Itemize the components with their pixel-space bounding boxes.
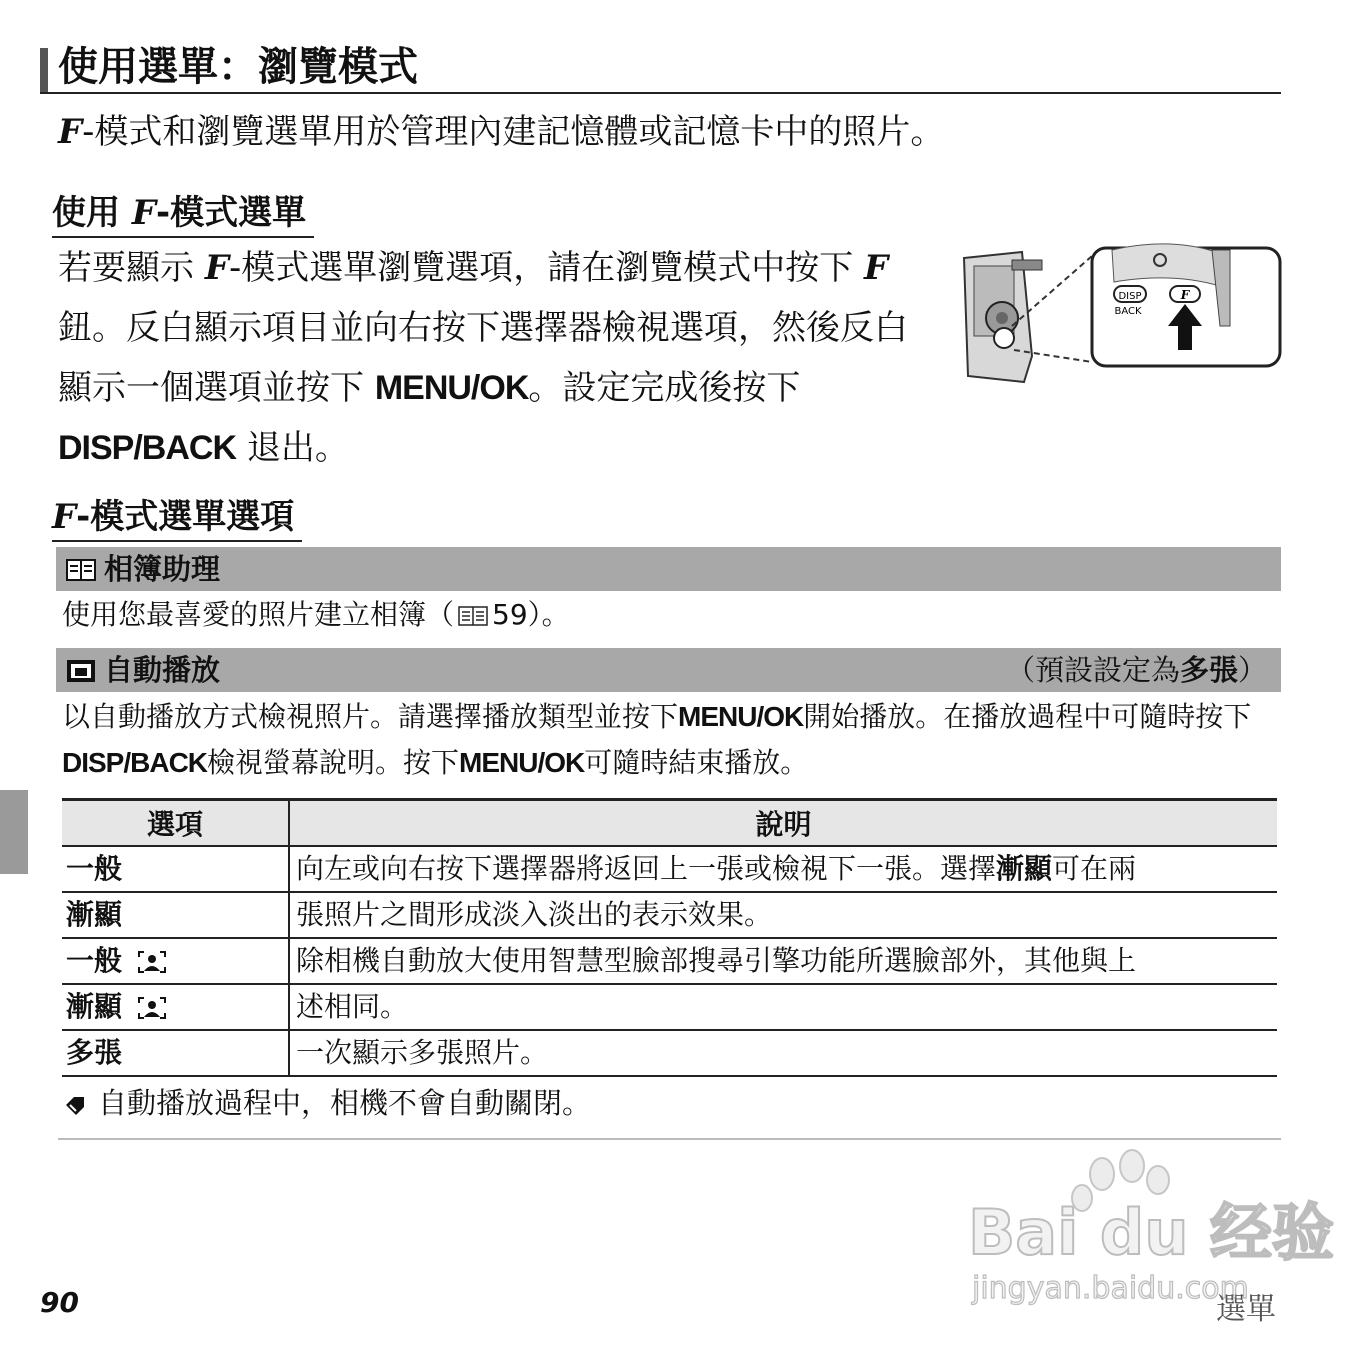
slideshow-bar: 自動播放 （預設設定為多張） [56, 648, 1281, 692]
svg-text:F: F [1180, 288, 1190, 302]
footer-section-label: 選單 [1216, 1292, 1276, 1327]
note-text: 自動播放過程中，相機不會自動關閉。 [64, 1082, 591, 1124]
table-header-row [62, 800, 1277, 847]
f-mode-icon: F [204, 248, 229, 288]
section-heading-f-menu: 使用 F-模式選單 [52, 190, 314, 238]
album-assist-bar: 相簿助理 [56, 547, 1281, 591]
title-marker [40, 48, 48, 92]
svg-text:BACK: BACK [1114, 306, 1142, 317]
menu-ok-label: MENU/OK [678, 701, 804, 732]
face-detection-icon [138, 951, 166, 973]
side-tab-marker [0, 790, 28, 874]
page-title: 使用選單：瀏覽模式 [40, 42, 1281, 94]
album-book-icon [66, 558, 96, 582]
slideshow-icon [66, 659, 96, 683]
svg-text:DISP: DISP [1118, 291, 1142, 302]
slideshow-description: 以自動播放方式檢視照片。請選擇播放類型並按下MENU/OK開始播放。在播放過程中可隨時按下DISP/BACK檢視螢幕說明。按下MENU/OK可隨時結束播放。 [62, 700, 1252, 779]
svg-text:Bai du 经验: Bai du 经验 [968, 1196, 1335, 1269]
slideshow-default: （預設設定為多張） [1005, 653, 1267, 687]
f-mode-icon: F [58, 112, 83, 152]
table-row: 漸顯 張照片之間形成淡入淡出的表示效果。 [62, 892, 1277, 938]
f-mode-icon: F [131, 193, 156, 233]
svg-text:jingyan.baidu.com: jingyan.baidu.com [972, 1271, 1249, 1306]
table-row: 漸顯 述相同。 [62, 984, 1277, 1030]
page-ref-book-icon [458, 605, 488, 627]
face-detection-icon [138, 997, 166, 1019]
disp-back-label: DISP/BACK [62, 747, 208, 778]
slideshow-options-table [62, 798, 1277, 1077]
page-number: 90 [40, 1286, 79, 1319]
footer-rule [58, 1138, 1281, 1140]
album-assist-description: 使用您最喜愛的照片建立相簿（ 59）。 [62, 598, 570, 631]
page-ref-number: 59 [492, 598, 528, 631]
menu-ok-label: MENU/OK [374, 369, 529, 407]
header-description: 說明 [289, 800, 1277, 847]
f-mode-icon: F [52, 497, 77, 537]
f-button-icon: F [864, 248, 889, 288]
table-row: 多張 一次顯示多張照片。 [62, 1030, 1277, 1076]
note-pencil-icon [64, 1093, 86, 1115]
menu-ok-label: MENU/OK [459, 747, 585, 778]
section-heading-f-options: F-模式選單選項 [52, 494, 302, 542]
baidu-watermark [962, 1150, 1335, 1310]
table-row: 一般 除相機自動放大使用智慧型臉部搜尋引擎功能所選臉部外，其他與上 [62, 938, 1277, 984]
table-row: 一般 向左或向右按下選擇器將返回上一張或檢視下一張。選擇漸顯可在兩 [62, 846, 1277, 892]
instruction-paragraph: 若要顯示 F-模式選單瀏覽選項，請在瀏覽模式中按下 F 鈕。反白顯示項目並向右按下選擇器檢視選項，然後反白顯示一個選項並按下 MENU/OK。設定完成後按下 DISP/BACK 退出。 [58, 248, 908, 468]
disp-back-label: DISP/BACK [58, 429, 237, 467]
intro-text: F-模式和瀏覽選單用於管理內建記憶體或記憶卡中的照片。 [58, 112, 945, 152]
camera-button-illustration [962, 246, 1282, 386]
header-option: 選項 [62, 800, 289, 847]
